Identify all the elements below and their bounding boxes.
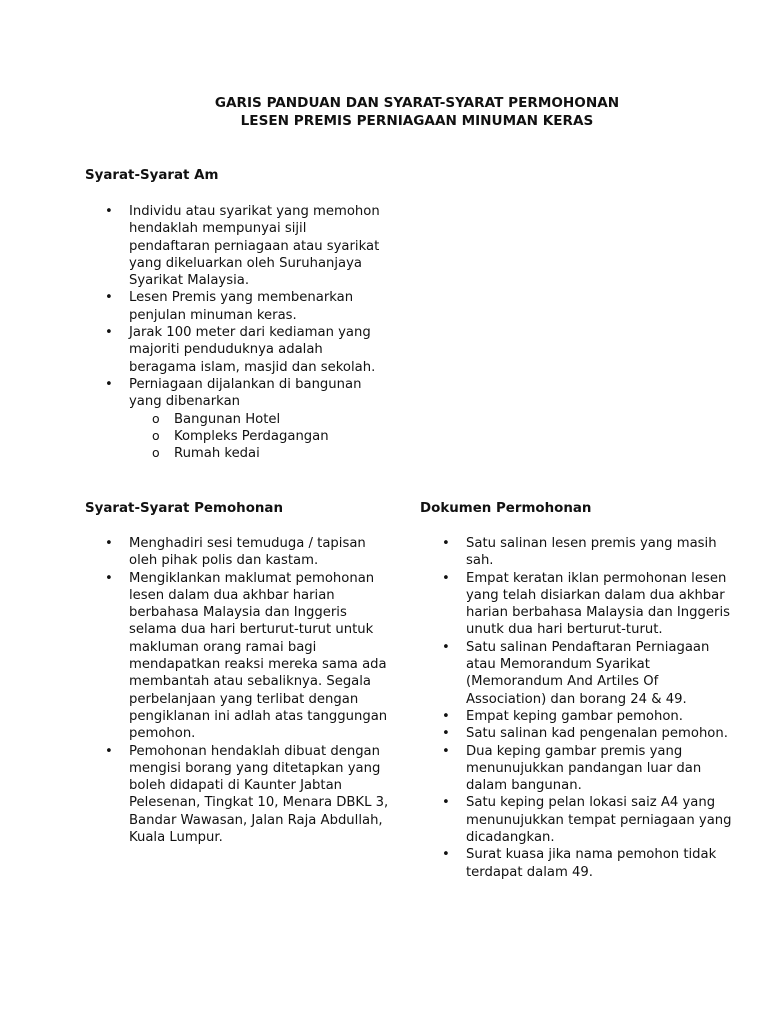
section-heading-syarat-pemohonan: Syarat-Syarat Pemohonan — [85, 501, 284, 516]
list-item: • Individu atau syarikat yang memohon hendaklah mempunyai sijil pendaftaran perniagaan atau syarikat yang dikeluarkan oleh Suruhanjaya Syarikat Malaysia. — [105, 203, 390, 289]
list-item: • Lesen Premis yang membenarkan penjulan minuman keras. — [105, 289, 390, 324]
list-item: • Satu salinan Pendaftaran Perniagaan atau Memorandum Syarikat (Memorandum And Artiles Of Association) dan borang 24 & 49. — [442, 639, 732, 708]
list-item: • Menghadiri sesi temuduga / tapisan oleh pihak polis dan kastam. — [105, 535, 390, 570]
building-type-sublist — [129, 411, 390, 463]
section-heading-dokumen-permohonan: Dokumen Permohonan — [420, 501, 592, 516]
dokumen-permohonan-list — [442, 535, 732, 881]
list-item: • Pemohonan hendaklah dibuat dengan mengisi borang yang ditetapkan yang boleh didapati di Kaunter Jabtan Pelesenan, Tingkat 10, Menara DBKL 3, Bandar Wawasan, Jalan Raja Abdullah, Kuala Lumpur. — [105, 743, 390, 847]
title-line-1: GARIS PANDUAN DAN SYARAT-SYARAT PERMOHONAN — [214, 95, 620, 111]
list-item: • Satu salinan kad pengenalan pemohon. — [442, 725, 732, 742]
list-item: • Satu keping pelan lokasi saiz A4 yang menunujukkan tempat perniagaan yang dicadangkan. — [442, 794, 732, 846]
list-item: • Satu salinan lesen premis yang masih sah. — [442, 535, 732, 570]
section-heading-syarat-am: Syarat-Syarat Am — [85, 168, 219, 183]
list-item: • Empat keratan iklan permohonan lesen yang telah disiarkan dalam dua akhbar harian berbahasa Malaysia dan Inggeris unutk dua hari berturut-turut. — [442, 570, 732, 639]
syarat-pemohonan-list — [105, 535, 390, 846]
list-item: • Dua keping gambar premis yang menunujukkan pandangan luar dan dalam bangunan. — [442, 743, 732, 795]
sub-list-item: o Kompleks Perdagangan — [129, 428, 390, 445]
list-item: • Empat keping gambar pemohon. — [442, 708, 732, 725]
document-title — [0, 94, 768, 130]
list-item: • Jarak 100 meter dari kediaman yang majoriti penduduknya adalah beragama islam, masjid dan sekolah. — [105, 324, 390, 376]
sub-list-item: o Bangunan Hotel — [129, 411, 390, 428]
list-item — [105, 376, 390, 462]
title-line-2: LESEN PREMIS PERNIAGAAN MINUMAN KERAS — [240, 113, 594, 129]
sub-list-item: o Rumah kedai — [129, 445, 390, 462]
list-item: • Surat kuasa jika nama pemohon tidak terdapat dalam 49. — [442, 846, 732, 881]
syarat-am-list — [105, 203, 390, 462]
list-item-text: Perniagaan dijalankan di bangunan yang dibenarkan — [129, 376, 362, 410]
list-item: • Mengiklankan maklumat pemohonan lesen dalam dua akhbar harian berbahasa Malaysia dan Inggeris selama dua hari berturut-turut untuk makluman orang ramai bagi mendapatkan reaksi mereka sama ada membantah atau sebaliknya. Segala perbelanjaan yang terlibat dengan pengiklanan ini adlah atas tanggungan pemohon. — [105, 570, 390, 743]
